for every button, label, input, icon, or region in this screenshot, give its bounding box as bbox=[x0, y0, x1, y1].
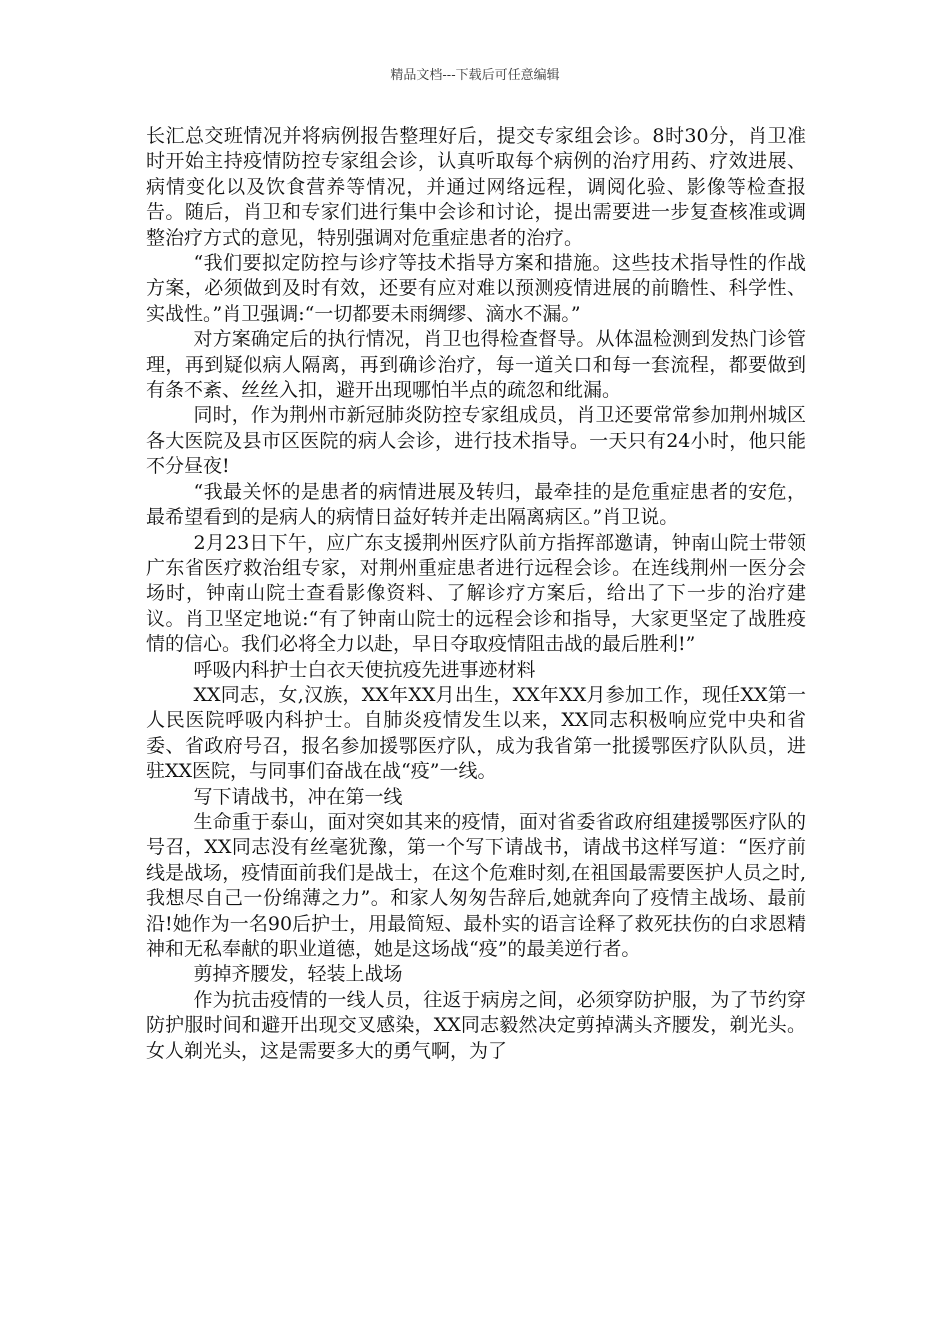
paragraph: 对方案确定后的执行情况，肖卫也得检查督导。从体温检测到发热门诊管理，再到疑似病人隔离，再到确诊治疗，每一道关口和每一套流程，都要做到有条不紊、丝丝入扣，避开出现哪怕半点的疏忽和纰漏。 bbox=[146, 328, 806, 402]
paragraph: 2月23日下午，应广东支援荆州医疗队前方指挥部邀请，钟南山院士带领广东省医疗救治组专家，对荆州重症患者进行远程会诊。在连线荆州一医分会场时，钟南山院士查看影像资料、了解诊疗方案后，给出了下一步的治疗建议。肖卫坚定地说:“有了钟南山院士的远程会诊和指导，大家更坚定了战胜疫情的信心。我们必将全力以赴，早日夺取疫情阻击战的最后胜利!” bbox=[146, 531, 806, 656]
paragraph: 同时，作为荆州市新冠肺炎防控专家组成员，肖卫还要常常参加荆州城区各大医院及县市区医院的病人会诊，进行技术指导。一天只有24小时，他只能不分昼夜! bbox=[146, 404, 806, 478]
document-body bbox=[146, 124, 806, 1064]
page-header: 精品文档---下载后可任意编辑 bbox=[390, 68, 560, 83]
section-heading: 剪掉齐腰发，轻装上战场 bbox=[193, 963, 403, 986]
paragraph: “我们要拟定防控与诊疗等技术指导方案和措施。这些技术指导性的作战方案，必须做到及时有效，还要有应对难以预测疫情进展的前瞻性、科学性、实战性。”肖卫强调:“一切都要未雨绸缪、滴水不漏。” bbox=[146, 252, 806, 325]
section-heading: 呼吸内科护士白衣天使抗疫先进事迹材料 bbox=[193, 658, 536, 681]
paragraph: 生命重于泰山，面对突如其来的疫情，面对省委省政府组建援鄂医疗队的号召，XX同志没有丝毫犹豫，第一个写下请战书，请战书这样写道：“医疗前线是战场，疫情面前我们是战士，在这个危难时刻,在祖国最需要医护人员之时,我想尽自己一份绵薄之力”。和家人匆匆告辞后,她就奔向了疫情主战场、最前沿!她作为一名90后护士，用最简短、最朴实的语言诠释了救死扶伤的白求恩精神和无私奉献的职业道德，她是这场战“疫”的最美逆行者。 bbox=[146, 810, 806, 960]
paragraph: 作为抗击疫情的一线人员，往返于病房之间，必须穿防护服，为了节约穿防护服时间和避开出现交叉感染，XX同志毅然决定剪掉满头齐腰发，剃光头。女人剃光头，这是需要多大的勇气啊，为了 bbox=[146, 988, 806, 1062]
section-heading: 写下请战书，冲在第一线 bbox=[193, 785, 403, 808]
paragraph: XX同志，女,汉族，XX年XX月出生，XX年XX月参加工作，现任XX第一人民医院呼吸内科护士。自肺炎疫情发生以来，XX同志积极响应党中央和省委、省政府号召，报名参加援鄂医疗队，成为我省第一批援鄂医疗队队员，进驻XX医院，与同事们奋战在战“疫”一线。 bbox=[146, 683, 806, 783]
paragraph: “我最关怀的是患者的病情进展及转归，最牵挂的是危重症患者的安危，最希望看到的是病人的病情日益好转并走出隔离病区。”肖卫说。 bbox=[146, 480, 806, 529]
paragraph: 长汇总交班情况并将病例报告整理好后，提交专家组会诊。8时30分，肖卫准时开始主持疫情防控专家组会诊，认真听取每个病例的治疗用药、疗效进展、病情变化以及饮食营养等情况，并通过网络远程，调阅化验、影像等检查报告。随后，肖卫和专家们进行集中会诊和讨论，提出需要进一步复查核准或调整治疗方式的意见，特别强调对危重症患者的治疗。 bbox=[146, 125, 806, 249]
